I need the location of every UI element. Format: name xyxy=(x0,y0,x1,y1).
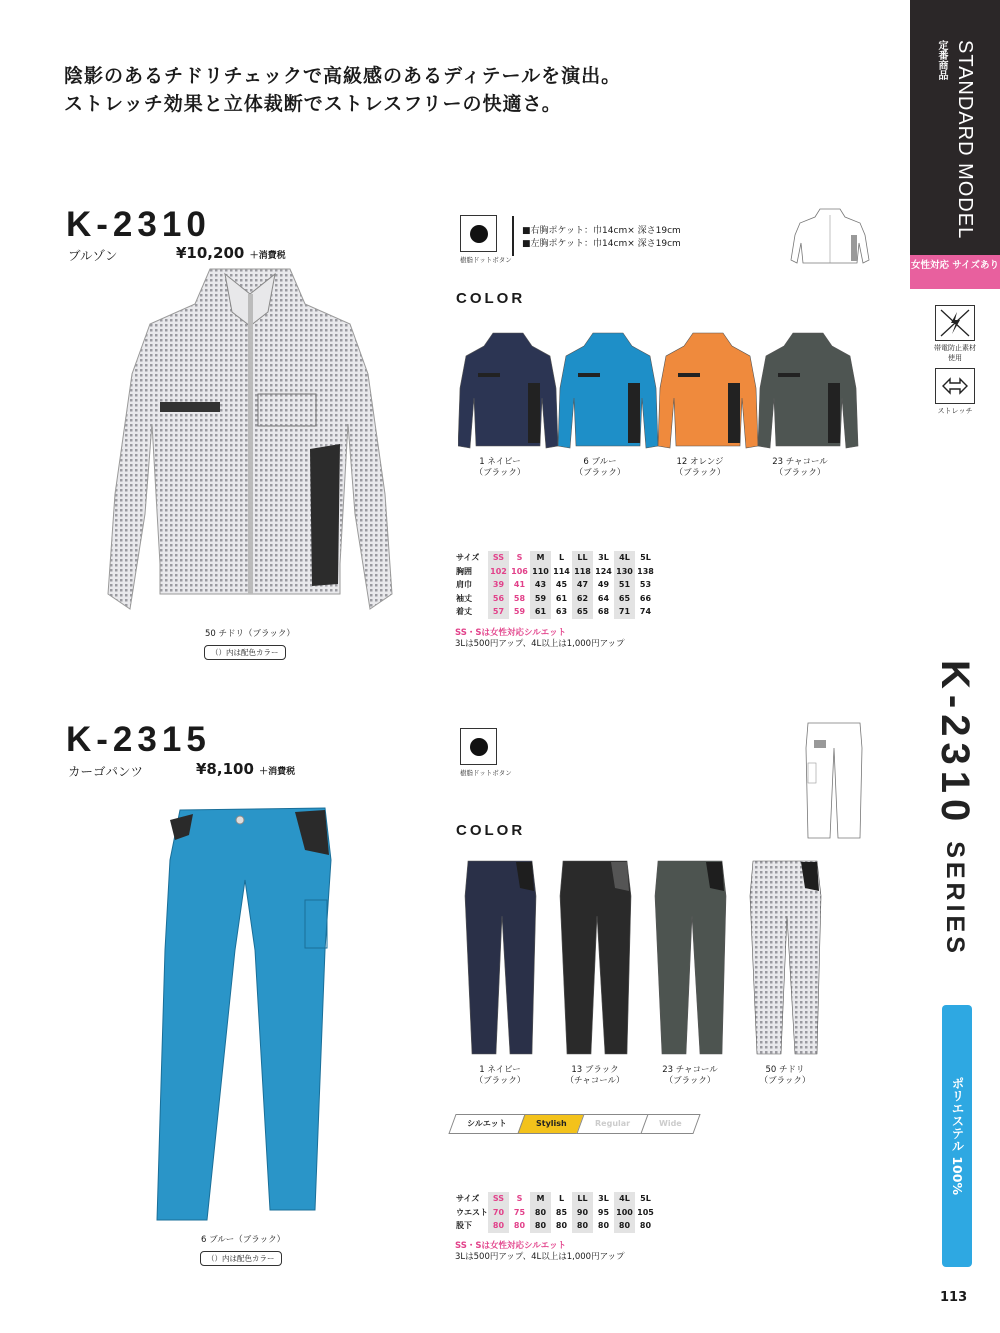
pants-size-cell: 75 xyxy=(513,1207,526,1217)
jacket-color-name: 1 ネイビー xyxy=(479,457,521,467)
pants-size-row-label: 股下 xyxy=(456,1221,472,1231)
jacket-color-accent: （ブラック） xyxy=(774,468,826,478)
pants-size-cell: 80 xyxy=(639,1221,652,1231)
pants-color-swatch xyxy=(655,861,726,1054)
pants-color-name: 23 チャコール xyxy=(662,1065,718,1075)
pants-size-cell: 70 xyxy=(488,1206,509,1220)
pants-color-swatch xyxy=(465,861,536,1054)
stretch-icon xyxy=(935,368,975,404)
standard-model-label: STANDARD MODEL xyxy=(954,40,976,240)
pants-size-cell: SS xyxy=(488,1192,509,1206)
pants-size-cell: 80 xyxy=(488,1219,509,1233)
jacket-size-table xyxy=(456,551,656,619)
antistatic-label: 帯電防止素材使用 xyxy=(934,344,976,362)
jacket-color-swatch xyxy=(758,333,858,448)
pants-color-accent: （ブラック） xyxy=(664,1076,716,1086)
pants-size-row-label: ウエスト xyxy=(456,1207,488,1217)
jacket-color-swatch xyxy=(458,333,558,448)
button-icon xyxy=(460,215,497,252)
series-title xyxy=(932,660,977,957)
pants-color-accent: （チャコール） xyxy=(565,1076,625,1086)
jacket-price xyxy=(176,244,286,262)
jacket-color-swatches xyxy=(458,328,878,453)
jacket-size-cell: 39 xyxy=(488,578,509,592)
jacket-main-image xyxy=(100,264,400,624)
pants-color-heading: COLOR xyxy=(456,822,526,839)
headline-line-2: ストレッチ効果と立体裁断でストレスフリーの快適さ。 xyxy=(64,93,562,115)
jacket-price-value: ¥10,200 xyxy=(176,244,245,262)
women-size-badge: 女性対応 サイズあり xyxy=(910,255,1000,289)
pants-line-drawing xyxy=(800,718,870,843)
pants-size-cell: 80 xyxy=(614,1219,635,1233)
jacket-color-swatch xyxy=(658,333,758,448)
jacket-size-row xyxy=(456,565,656,579)
silhouette-bar xyxy=(452,1114,696,1134)
jacket-size-row-label: 肩巾 xyxy=(456,580,472,590)
pants-color-swatches xyxy=(450,856,880,1061)
pants-code: K-2315 xyxy=(66,720,211,759)
pants-name: カーゴパンツ xyxy=(68,764,144,779)
jacket-size-cell: 124 xyxy=(595,566,612,576)
jacket-color-accent: （ブラック） xyxy=(574,468,626,478)
standard-model-band xyxy=(910,0,1000,255)
pants-size-cell: 4L xyxy=(614,1192,635,1206)
jacket-button-block xyxy=(460,215,512,264)
pants-size-cell: 80 xyxy=(530,1219,551,1233)
pants-size-cell: 5L xyxy=(640,1194,651,1204)
jacket-name: ブルゾン xyxy=(68,248,118,263)
pants-size-notes xyxy=(455,1241,624,1263)
antistatic-feature xyxy=(932,305,978,363)
pants-color-accent: （ブラック） xyxy=(759,1076,811,1086)
pants-main-image xyxy=(145,800,345,1230)
pants-size-cell: M xyxy=(530,1192,551,1206)
silhouette-regular: Regular xyxy=(577,1114,649,1134)
pants-size-cell: 80 xyxy=(530,1206,551,1220)
pants-size-cell: 85 xyxy=(555,1207,568,1217)
pants-color-label xyxy=(450,1065,550,1087)
jacket-size-cell: 66 xyxy=(639,593,652,603)
jacket-note-1: SS・Sは女性対応シルエット xyxy=(455,628,567,638)
pants-color-label xyxy=(545,1065,645,1087)
jacket-color-name: 12 オレンジ xyxy=(676,457,724,467)
jacket-size-cell: 64 xyxy=(597,593,610,603)
jacket-code: K-2310 xyxy=(66,205,211,244)
pocket-spec-1: ■右胸ポケット：巾14cm× 深さ19cm xyxy=(522,226,681,236)
jacket-size-row-label: 袖丈 xyxy=(456,593,472,603)
jacket-size-row xyxy=(456,592,656,606)
headline xyxy=(64,62,621,118)
pocket-spec-2: ■左胸ポケット：巾14cm× 深さ19cm xyxy=(522,239,681,249)
pants-size-row-label: サイズ xyxy=(456,1194,480,1204)
button-icon xyxy=(460,728,497,765)
jacket-tax: ＋消費税 xyxy=(249,251,286,261)
pants-color-labels xyxy=(450,1065,880,1095)
jacket-note-2: 3Lは500円アップ、4L以上は1,000円アップ xyxy=(455,639,625,649)
pants-size-cell: 80 xyxy=(572,1219,593,1233)
jacket-paren-note: （）内は配色カラー xyxy=(204,645,286,660)
jacket-size-cell: 71 xyxy=(614,605,635,619)
pocket-specs xyxy=(522,225,681,251)
pants-color-label xyxy=(735,1065,835,1087)
jacket-size-cell: 59 xyxy=(530,592,551,606)
jacket-size-header-row xyxy=(456,551,656,565)
material-label: ポリエステル 100% xyxy=(950,1077,965,1195)
jacket-color-name: 23 チャコール xyxy=(772,457,828,467)
jacket-size-row-label: 着丈 xyxy=(456,607,472,617)
pants-size-cell: 100 xyxy=(614,1206,635,1220)
jacket-size-cell: 65 xyxy=(572,605,593,619)
series-code: K-2310 xyxy=(933,660,977,828)
jacket-size-row xyxy=(456,578,656,592)
jacket-button-label: 樹脂ドットボタン xyxy=(460,256,512,264)
jacket-size-cell: 5L xyxy=(640,553,651,563)
pants-size-cell: L xyxy=(558,1194,565,1204)
jacket-size-cell: 58 xyxy=(513,593,526,603)
pants-size-row xyxy=(456,1219,656,1233)
standard-model-jp: 定番商品 xyxy=(936,40,947,80)
jacket-size-cell: SS xyxy=(488,551,509,565)
jacket-size-cell: M xyxy=(530,551,551,565)
stretch-label: ストレッチ xyxy=(937,407,973,415)
pants-size-header-row xyxy=(456,1192,656,1206)
antistatic-icon xyxy=(935,305,975,341)
pants-size-cell: 90 xyxy=(572,1206,593,1220)
silhouette-wide: Wide xyxy=(641,1114,701,1134)
jacket-size-notes xyxy=(455,628,624,650)
pants-price-value: ¥8,100 xyxy=(196,760,254,778)
jacket-size-cell: L xyxy=(558,553,565,563)
pants-color-name: 13 ブラック xyxy=(571,1065,619,1075)
series-word: SERIES xyxy=(941,841,969,957)
jacket-size-cell: 118 xyxy=(572,565,593,579)
jacket-size-row xyxy=(456,605,656,619)
jacket-size-cell: 65 xyxy=(614,592,635,606)
jacket-color-label xyxy=(550,457,650,479)
jacket-size-cell: 56 xyxy=(488,592,509,606)
jacket-color-label xyxy=(650,457,750,479)
jacket-size-row-label: サイズ xyxy=(456,553,480,563)
pants-tax: ＋消費税 xyxy=(259,767,296,777)
jacket-color-name: 6 ブルー xyxy=(583,457,617,467)
silhouette-stylish: Stylish xyxy=(517,1114,585,1134)
pants-size-cell: S xyxy=(516,1194,523,1204)
jacket-color-accent: （ブラック） xyxy=(474,468,526,478)
jacket-size-cell: 110 xyxy=(530,565,551,579)
jacket-size-cell: 47 xyxy=(572,578,593,592)
pants-color-swatch xyxy=(560,861,631,1054)
stretch-feature xyxy=(932,368,978,416)
pocket-divider xyxy=(512,216,514,256)
pants-size-cell: 105 xyxy=(637,1207,654,1217)
jacket-size-cell: 130 xyxy=(614,565,635,579)
jacket-size-cell: 45 xyxy=(555,580,568,590)
pants-size-cell: 80 xyxy=(513,1221,526,1231)
pants-size-cell: 80 xyxy=(555,1221,568,1231)
page-number: 113 xyxy=(940,1290,968,1305)
jacket-size-cell: 138 xyxy=(637,566,654,576)
jacket-color-swatch xyxy=(558,333,658,448)
jacket-size-cell: 106 xyxy=(511,566,528,576)
jacket-size-cell: 62 xyxy=(572,592,593,606)
pants-button-block xyxy=(460,728,512,777)
pants-color-swatch xyxy=(750,861,821,1054)
silhouette-label: シルエット xyxy=(448,1114,525,1134)
headline-line-1: 陰影のあるチドリチェックで高級感のあるディテールを演出。 xyxy=(64,65,622,87)
jacket-size-cell: 43 xyxy=(530,578,551,592)
jacket-line-drawing xyxy=(785,205,875,275)
jacket-size-cell: 49 xyxy=(597,580,610,590)
jacket-size-row-label: 胸囲 xyxy=(456,566,472,576)
pants-button-label: 樹脂ドットボタン xyxy=(460,769,512,777)
jacket-size-cell: 51 xyxy=(614,578,635,592)
pants-size-cell: LL xyxy=(572,1192,593,1206)
pants-main-caption: 6 ブルー（ブラック） xyxy=(201,1235,286,1245)
pants-note-1: SS・Sは女性対応シルエット xyxy=(455,1241,567,1251)
pants-color-name: 50 チドリ xyxy=(765,1065,805,1075)
pants-size-row xyxy=(456,1206,656,1220)
pants-size-table xyxy=(456,1192,656,1233)
pants-size-cell: 80 xyxy=(597,1221,610,1231)
jacket-size-cell: 74 xyxy=(639,607,652,617)
jacket-size-cell: 59 xyxy=(513,607,526,617)
jacket-color-heading: COLOR xyxy=(456,290,526,307)
pants-size-cell: 95 xyxy=(597,1207,610,1217)
material-badge xyxy=(942,1005,972,1267)
jacket-color-variants xyxy=(458,328,878,498)
jacket-size-cell: 102 xyxy=(488,565,509,579)
jacket-color-labels xyxy=(458,457,878,487)
jacket-size-cell: 114 xyxy=(553,566,570,576)
pants-color-name: 1 ネイビー xyxy=(479,1065,521,1075)
jacket-main-caption: 50 チドリ（ブラック） xyxy=(205,629,295,639)
jacket-size-cell: LL xyxy=(572,551,593,565)
jacket-size-cell: 61 xyxy=(530,605,551,619)
pants-color-label xyxy=(640,1065,740,1087)
pants-paren-note: （）内は配色カラー xyxy=(200,1251,282,1266)
jacket-size-cell: 4L xyxy=(614,551,635,565)
pants-price xyxy=(196,760,295,778)
pants-note-2: 3Lは500円アップ、4L以上は1,000円アップ xyxy=(455,1252,625,1262)
pants-color-variants xyxy=(450,856,880,1096)
pants-size-cell: 3L xyxy=(598,1194,609,1204)
jacket-size-cell: 53 xyxy=(639,580,652,590)
jacket-size-cell: 63 xyxy=(555,607,568,617)
jacket-size-cell: S xyxy=(516,553,523,563)
jacket-size-cell: 61 xyxy=(555,593,568,603)
jacket-size-cell: 41 xyxy=(513,580,526,590)
jacket-size-cell: 3L xyxy=(598,553,609,563)
pants-color-accent: （ブラック） xyxy=(474,1076,526,1086)
jacket-color-label xyxy=(750,457,850,479)
jacket-size-cell: 57 xyxy=(488,605,509,619)
jacket-size-cell: 68 xyxy=(597,607,610,617)
jacket-color-accent: （ブラック） xyxy=(674,468,726,478)
jacket-color-label xyxy=(450,457,550,479)
